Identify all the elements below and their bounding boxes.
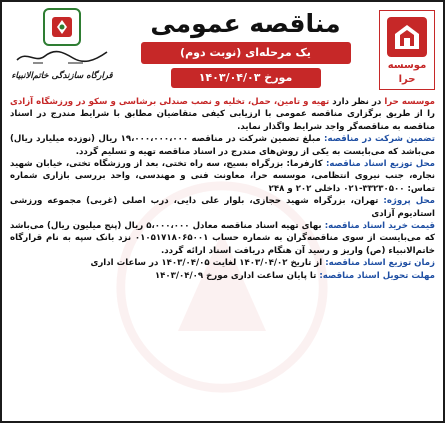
khatam-logo [10, 8, 114, 92]
deadline-text: تا پایان ساعت اداری مورخ ۱۴۰۳/۰۴/۰۹ [154, 270, 320, 281]
khatam-logo-caption: قرارگاه سازندگی خاتم‌الانبیاء [11, 71, 113, 81]
guarantee-label: تضمین شرکت در مناقصه: [324, 134, 435, 145]
guarantee-text: مبلغ تضمین شرکت در مناقصه ۱۹،۰۰۰،۰۰۰،۰۰۰ ریال (نوزده میلیارد ریال) می‌باشد که می‌بایست به یکی از روش‌های مندرج در اسناد مناقصه تهیه و تسلیم گردد. [10, 134, 435, 157]
price-label: قیمت خرید اسناد مناقصه: [324, 221, 435, 232]
distribution-time-label: زمان توزیع اسناد مناقصه: [325, 258, 435, 269]
notice-subtitle: یک مرحله‌ای (نوبت دوم) [141, 42, 351, 64]
project-place-text: تهران، بزرگراه شهید حجازی، بلوار علی دایی، درب اصلی (غربی) مجموعه ورزشی استادیوم آزادی [10, 196, 435, 219]
notice-body [2, 94, 443, 282]
title-block [118, 8, 373, 88]
price-text-1: بهای تهیه اسناد مناقصه معادل ۵،۰۰۰،۰۰۰ ریال (پنج میلیون ریال) می‌باشد که می‌بایست از سوی مناقصه‌گران به شماره حساب ۰۱۰۵۱۷۱۸۰۶۵۰۰۱ نزد بانک سپه به نام قرارگاه خاتم‌الانبیاء [10, 221, 435, 256]
guarantee-paragraph [10, 133, 435, 158]
price-sign: (ص) [365, 245, 386, 256]
intro-text-2: را از طریق برگزاری مناقصه عمومی با ارزیابی کیفی متقاضیان مطابق با شرایط مندرج در اسناد مناقصه به مناقصه‌گر واجد شرایط واگذار نماید. [10, 109, 435, 132]
notice-title: مناقصه عمومی [150, 9, 341, 38]
hira-logo-caption: موسسه حرا [387, 60, 427, 85]
intro-paragraph [10, 96, 435, 133]
intro-text-1: در نظر دارد [329, 97, 385, 107]
distribution-time-text: از تاریخ ۱۴۰۳/۰۴/۰۲ لغایت ۱۴۰۳/۰۴/۰۵ در ساعات اداری [90, 258, 326, 269]
notice-header [2, 2, 443, 94]
project-place-paragraph [10, 195, 435, 220]
organization-name: موسسه حرا [384, 97, 436, 107]
hira-logo [379, 10, 435, 90]
notice-date: مورخ ۱۴۰۳/۰۴/۰۳ [171, 68, 321, 88]
price-text-2: واریز و رسید آن هنگام دریافت اسناد ارائه گردد. [160, 245, 366, 256]
distribution-place-text: کارفرما: بزرگراه بسیج، سه راه تختی، بعد از ورزشگاه تختی، خیابان شهید نجاره، جنب نیروی انتظامی، موسسه حرا، معاونت فنی و مهندسی، واحد بررسی بازاری شماره تماس: ۳۳۲۳۰۵۰۰-۰۲۱ داخلی ۲۰۲ و ۲۴۸ [10, 159, 435, 194]
distribution-time-paragraph [10, 257, 435, 269]
distribution-place-label: محل توزیع اسناد مناقصه: [325, 159, 435, 170]
tender-subject: تهیه و تامین، حمل، تخلیه و نصب صندلی برشاسی و سکو در ورزشگاه آزادی [10, 97, 330, 107]
price-paragraph [10, 220, 435, 257]
deadline-label: مهلت تحویل اسناد مناقصه: [319, 270, 435, 281]
khatam-ol-anbia-emblem-icon [43, 8, 81, 46]
distribution-place-paragraph [10, 158, 435, 195]
calligraphy-mark-icon [13, 48, 111, 66]
project-place-label: محل پروژه: [383, 196, 435, 207]
hira-institute-logo-icon [387, 17, 427, 57]
deadline-paragraph [10, 270, 435, 282]
